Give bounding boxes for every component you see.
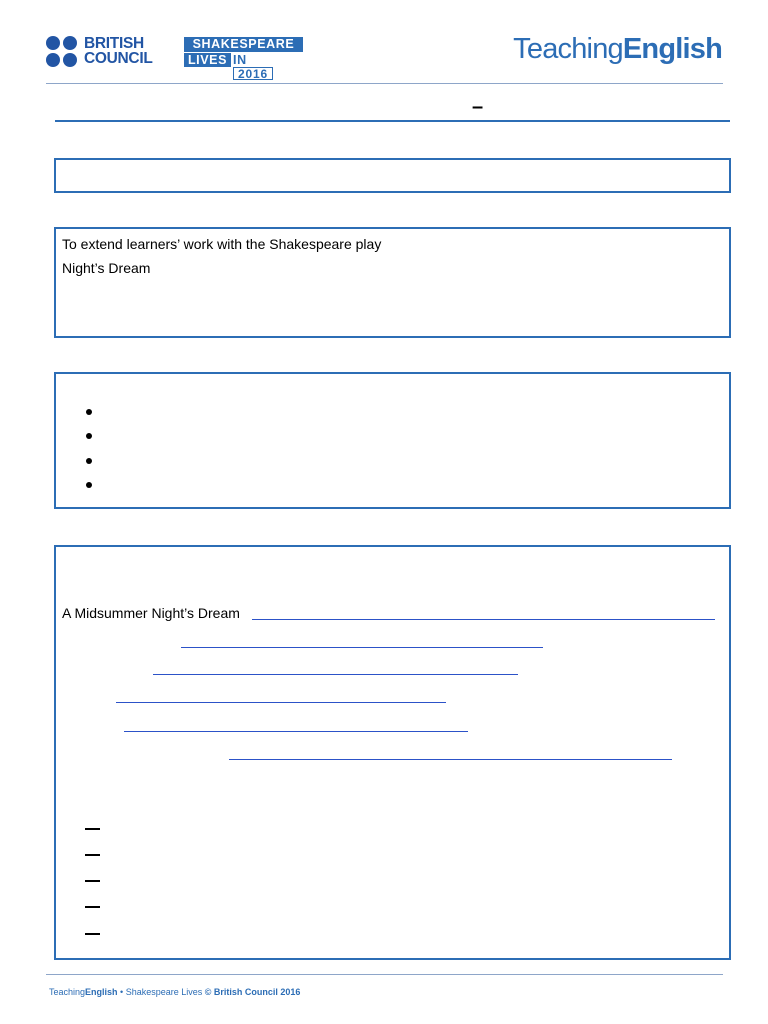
resource-link-2[interactable] xyxy=(181,647,543,648)
british-council-dots-icon xyxy=(46,36,78,68)
resource-link-5[interactable] xyxy=(124,731,468,732)
topic-box xyxy=(54,158,731,193)
list-dash-3 xyxy=(85,880,100,882)
aims-line-2: Night’s Dream xyxy=(62,260,151,276)
british-council-wordmark: BRITISH COUNCIL xyxy=(84,35,153,67)
resources-box xyxy=(54,545,731,960)
bullet-2 xyxy=(86,433,92,439)
footer-copyright: © British Council 2016 xyxy=(204,987,301,997)
shakespeare-lives-line1: SHAKESPEARE xyxy=(184,37,303,52)
teaching-english-light: Teaching xyxy=(513,33,623,65)
footer-english: English xyxy=(85,987,118,997)
title-rule xyxy=(55,120,730,122)
shakespeare-lives-line2b: IN xyxy=(233,53,247,67)
shakespeare-lives-logo xyxy=(184,37,304,81)
resource-link-3[interactable] xyxy=(153,674,518,675)
footer-text xyxy=(49,987,300,997)
bullet-4 xyxy=(86,482,92,488)
list-dash-5 xyxy=(85,933,100,935)
teaching-english-bold: English xyxy=(622,33,722,65)
resource-link-6[interactable] xyxy=(229,759,672,760)
aims-line-1: To extend learners’ work with the Shakespeare play xyxy=(62,236,382,252)
header-divider xyxy=(46,83,723,84)
resource-link-4[interactable] xyxy=(116,702,446,703)
footer-separator: • Shakespeare Lives xyxy=(117,987,205,997)
bullet-1 xyxy=(86,409,92,415)
resource-link-1[interactable] xyxy=(252,619,715,620)
british-council-logo xyxy=(46,36,166,70)
bullet-3 xyxy=(86,458,92,464)
list-dash-2 xyxy=(85,854,100,856)
shakespeare-lives-line2a: LIVES xyxy=(184,53,231,67)
resources-play-title: A Midsummer Night’s Dream xyxy=(62,605,240,621)
aims-box xyxy=(54,227,731,338)
teaching-english-logo xyxy=(513,33,722,66)
outcomes-box xyxy=(54,372,731,509)
list-dash-1 xyxy=(85,828,100,830)
shakespeare-lives-year: 2016 xyxy=(233,67,273,80)
list-dash-4 xyxy=(85,906,100,908)
footer-teaching: Teaching xyxy=(49,987,86,997)
footer-divider xyxy=(46,974,723,975)
title-dash: – xyxy=(472,96,484,118)
